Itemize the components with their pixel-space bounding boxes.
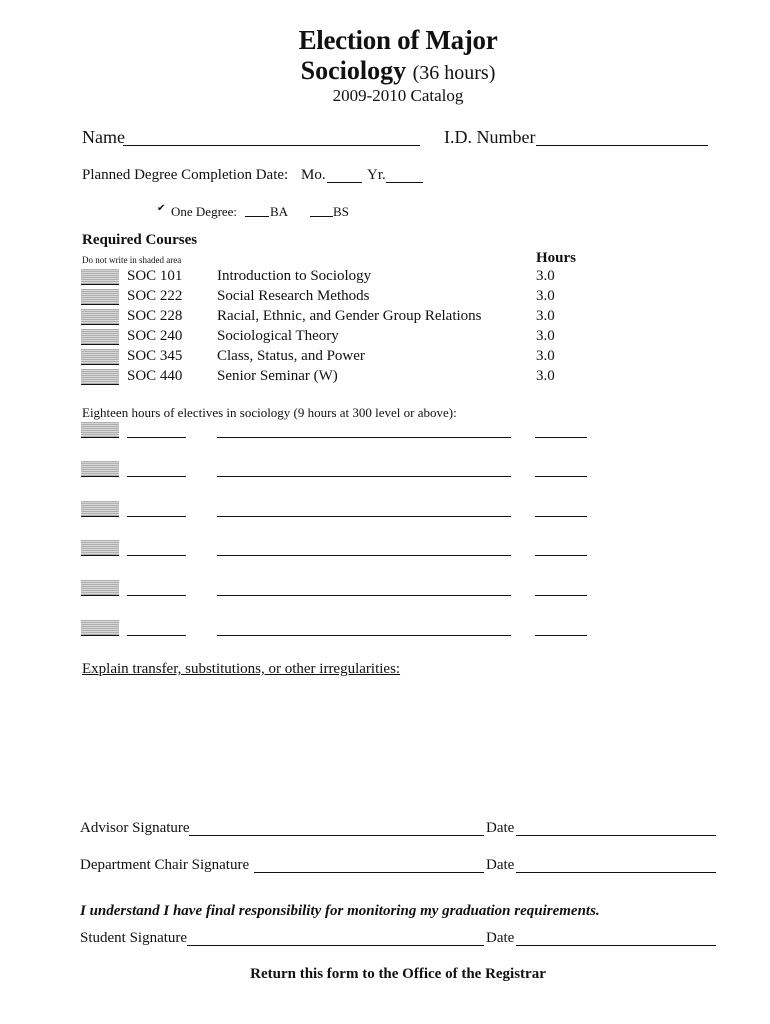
advisor-signature-field[interactable] (189, 835, 484, 836)
chair-date-field[interactable] (516, 872, 716, 873)
elective-hours-field[interactable] (535, 555, 587, 556)
elective-title-field[interactable] (217, 437, 511, 438)
advisor-signature-label: Advisor Signature (80, 820, 190, 836)
student-signature-field[interactable] (187, 945, 484, 946)
major-name: Sociology (300, 56, 407, 85)
shaded-box (81, 329, 119, 345)
elective-hours-field[interactable] (535, 476, 587, 477)
course-code: SOC 240 (127, 328, 183, 344)
elective-hours-field[interactable] (535, 635, 587, 636)
form-title: Election of Major (298, 25, 498, 55)
shaded-box (81, 501, 119, 517)
shaded-box (81, 289, 119, 305)
shaded-box (81, 461, 119, 477)
elective-code-field[interactable] (127, 476, 186, 477)
required-courses-heading: Required Courses (82, 232, 198, 248)
year-field[interactable] (386, 182, 423, 183)
elective-code-field[interactable] (127, 635, 186, 636)
month-label: Mo. (301, 167, 326, 183)
year-label: Yr. (367, 167, 386, 183)
elective-hours-field[interactable] (535, 595, 587, 596)
catalog-year: 2009-2010 Catalog (332, 86, 464, 105)
shaded-box (81, 580, 119, 596)
course-title: Class, Status, and Power (217, 348, 365, 364)
course-code: SOC 101 (127, 268, 183, 284)
course-hours: 3.0 (536, 268, 555, 284)
irregularities-area[interactable] (82, 685, 712, 810)
student-date-field[interactable] (516, 945, 716, 946)
one-degree-label: One Degree: (171, 204, 238, 219)
student-date-label: Date (486, 930, 515, 946)
course-code: SOC 345 (127, 348, 183, 364)
chair-date-label: Date (486, 857, 515, 873)
shaded-box (81, 540, 119, 556)
responsibility-statement: I understand I have final responsibility for monitoring my graduation requirements. (80, 903, 600, 919)
chair-signature-label: Department Chair Signature (80, 857, 250, 873)
hours-heading: Hours (536, 250, 577, 266)
course-title: Introduction to Sociology (217, 268, 372, 284)
major-hours: (36 hours) (412, 62, 496, 84)
completion-date-label: Planned Degree Completion Date: (82, 167, 289, 183)
course-code: SOC 228 (127, 308, 183, 324)
course-hours: 3.0 (536, 288, 555, 304)
course-hours: 3.0 (536, 308, 555, 324)
bs-field[interactable] (310, 216, 333, 217)
course-code: SOC 440 (127, 368, 183, 384)
shaded-box (81, 309, 119, 325)
advisor-date-field[interactable] (516, 835, 716, 836)
course-hours: 3.0 (536, 368, 555, 384)
elective-hours-field[interactable] (535, 437, 587, 438)
elective-title-field[interactable] (217, 516, 511, 517)
elective-code-field[interactable] (127, 595, 186, 596)
elective-title-field[interactable] (217, 595, 511, 596)
form-subtitle (0, 56, 770, 86)
chair-signature-field[interactable] (254, 872, 484, 873)
elective-title-field[interactable] (217, 555, 511, 556)
course-title: Senior Seminar (W) (217, 368, 338, 384)
course-title: Racial, Ethnic, and Gender Group Relations (217, 308, 482, 324)
name-label: Name (82, 127, 125, 147)
elective-title-field[interactable] (217, 476, 511, 477)
month-field[interactable] (327, 182, 362, 183)
course-hours: 3.0 (536, 348, 555, 364)
advisor-date-label: Date (486, 820, 515, 836)
course-code: SOC 222 (127, 288, 183, 304)
shaded-area-note: Do not write in shaded area (82, 255, 182, 265)
elective-code-field[interactable] (127, 516, 186, 517)
elective-code-field[interactable] (127, 437, 186, 438)
student-signature-label: Student Signature (80, 930, 188, 946)
bs-label: BS (333, 204, 349, 219)
checkmark-icon: ✔ (157, 203, 166, 214)
ba-label: BA (270, 204, 289, 219)
shaded-box (81, 269, 119, 285)
elective-code-field[interactable] (127, 555, 186, 556)
shaded-box (81, 369, 119, 385)
id-label: I.D. Number (444, 127, 536, 147)
ba-field[interactable] (245, 216, 269, 217)
course-title: Social Research Methods (217, 288, 370, 304)
shaded-box (81, 422, 119, 438)
elective-hours-field[interactable] (535, 516, 587, 517)
id-number-field[interactable] (536, 145, 708, 146)
irregularities-label: Explain transfer, substitutions, or other irregularities: (82, 661, 401, 677)
shaded-box (81, 620, 119, 636)
course-title: Sociological Theory (217, 328, 339, 344)
electives-note: Eighteen hours of electives in sociology (9 hours at 300 level or above): (82, 405, 457, 420)
elective-title-field[interactable] (217, 635, 511, 636)
name-field[interactable] (123, 145, 420, 146)
course-hours: 3.0 (536, 328, 555, 344)
return-instructions: Return this form to the Office of the Registrar (250, 966, 546, 982)
shaded-box (81, 349, 119, 365)
